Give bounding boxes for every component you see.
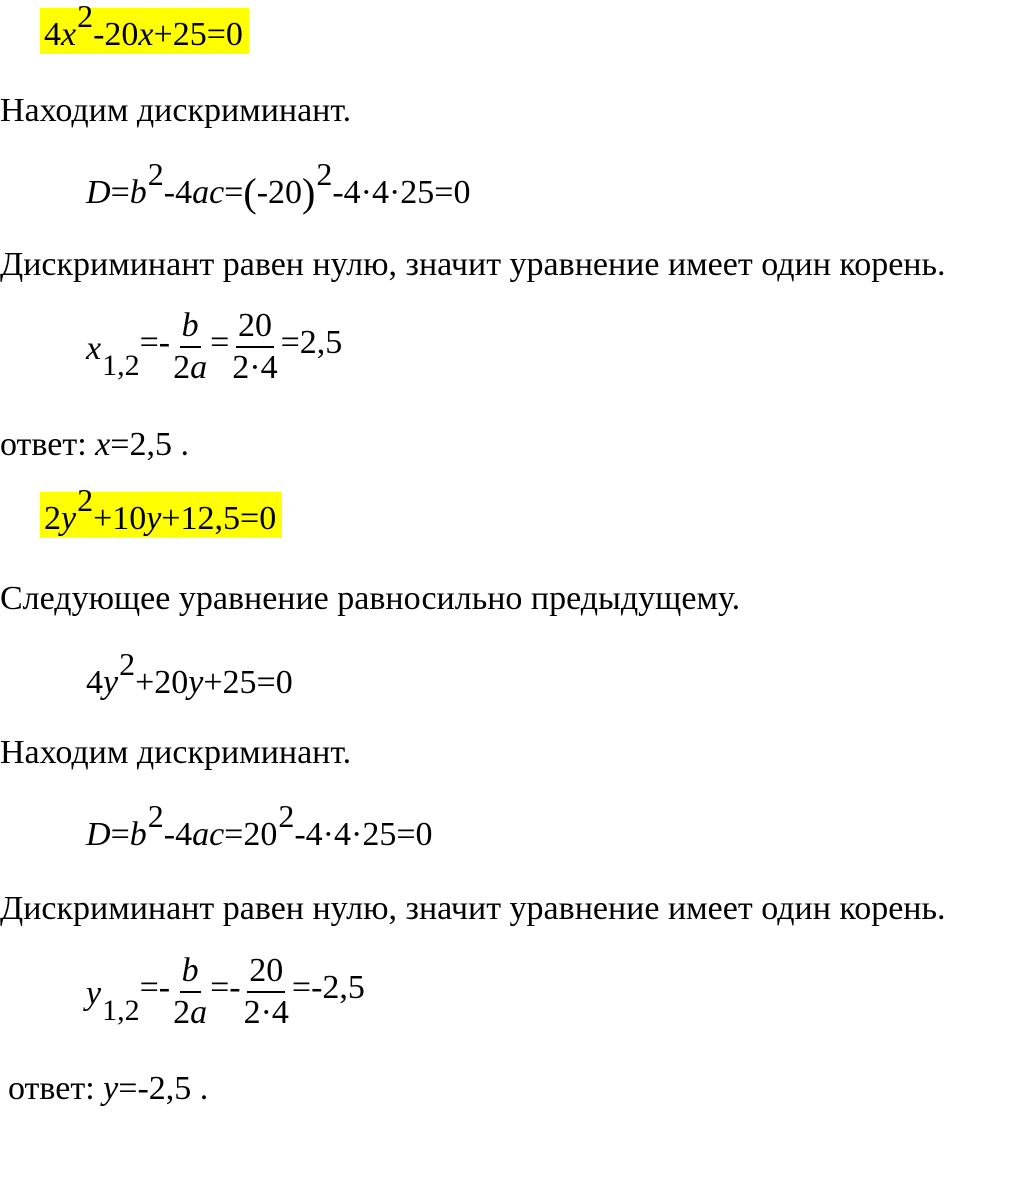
answer-2: ответ: y=-2,5 . (8, 1070, 209, 1107)
equation-1 (40, 0, 249, 54)
equation-1-highlight: 4x2-20x+25=0 (40, 8, 249, 54)
root-formula-1: x1,2=- $\frac{b}{2a}$ = $\frac{20}{2\cdot 4}$ =2,5 (86, 307, 343, 386)
answer-1: ответ: x=2,5 . (0, 426, 189, 463)
equation-3: 4y2+20y+25=0 (86, 646, 293, 701)
discriminant-2: D=b2-4ac=202-4·4·25=0 (86, 798, 433, 853)
paragraph-equivalent-equation: Следующее уравнение равносильно предыдущему. (0, 580, 741, 617)
answer-2-label: ответ: (8, 1070, 95, 1107)
paragraph-find-discriminant-2: Находим дискриминант. (0, 734, 352, 771)
discriminant-1: D=b2-4ac=(-20)2-4·4·25=0 (86, 156, 471, 215)
fraction-20-over-2x4: $\frac{20}{2\cdot 4}$ (232, 307, 278, 386)
equation-2-highlight: 2y2+10y+12,5=0 (40, 492, 282, 538)
answer-1-label: ответ: (0, 426, 87, 463)
equation-2 (40, 482, 282, 538)
fraction-b-over-2a: $\frac{b}{2a}$ (173, 307, 208, 386)
paragraph-one-root-1: Дискриминант равен нулю, значит уравнение имеет один корень. (0, 246, 946, 283)
paragraph-one-root-2: Дискриминант равен нулю, значит уравнение имеет один корень. (0, 890, 946, 927)
fraction-20-over-2x4-2: $\frac{20}{2\cdot 4}$ (243, 952, 289, 1031)
paragraph-find-discriminant-1: Находим дискриминант. (0, 92, 352, 129)
fraction-b-over-2a-2: $\frac{b}{2a}$ (173, 952, 208, 1031)
root-formula-2: y1,2=- $\frac{b}{2a}$ =- $\frac{20}{2\cdot 4}$ =-2,5 (86, 952, 365, 1031)
